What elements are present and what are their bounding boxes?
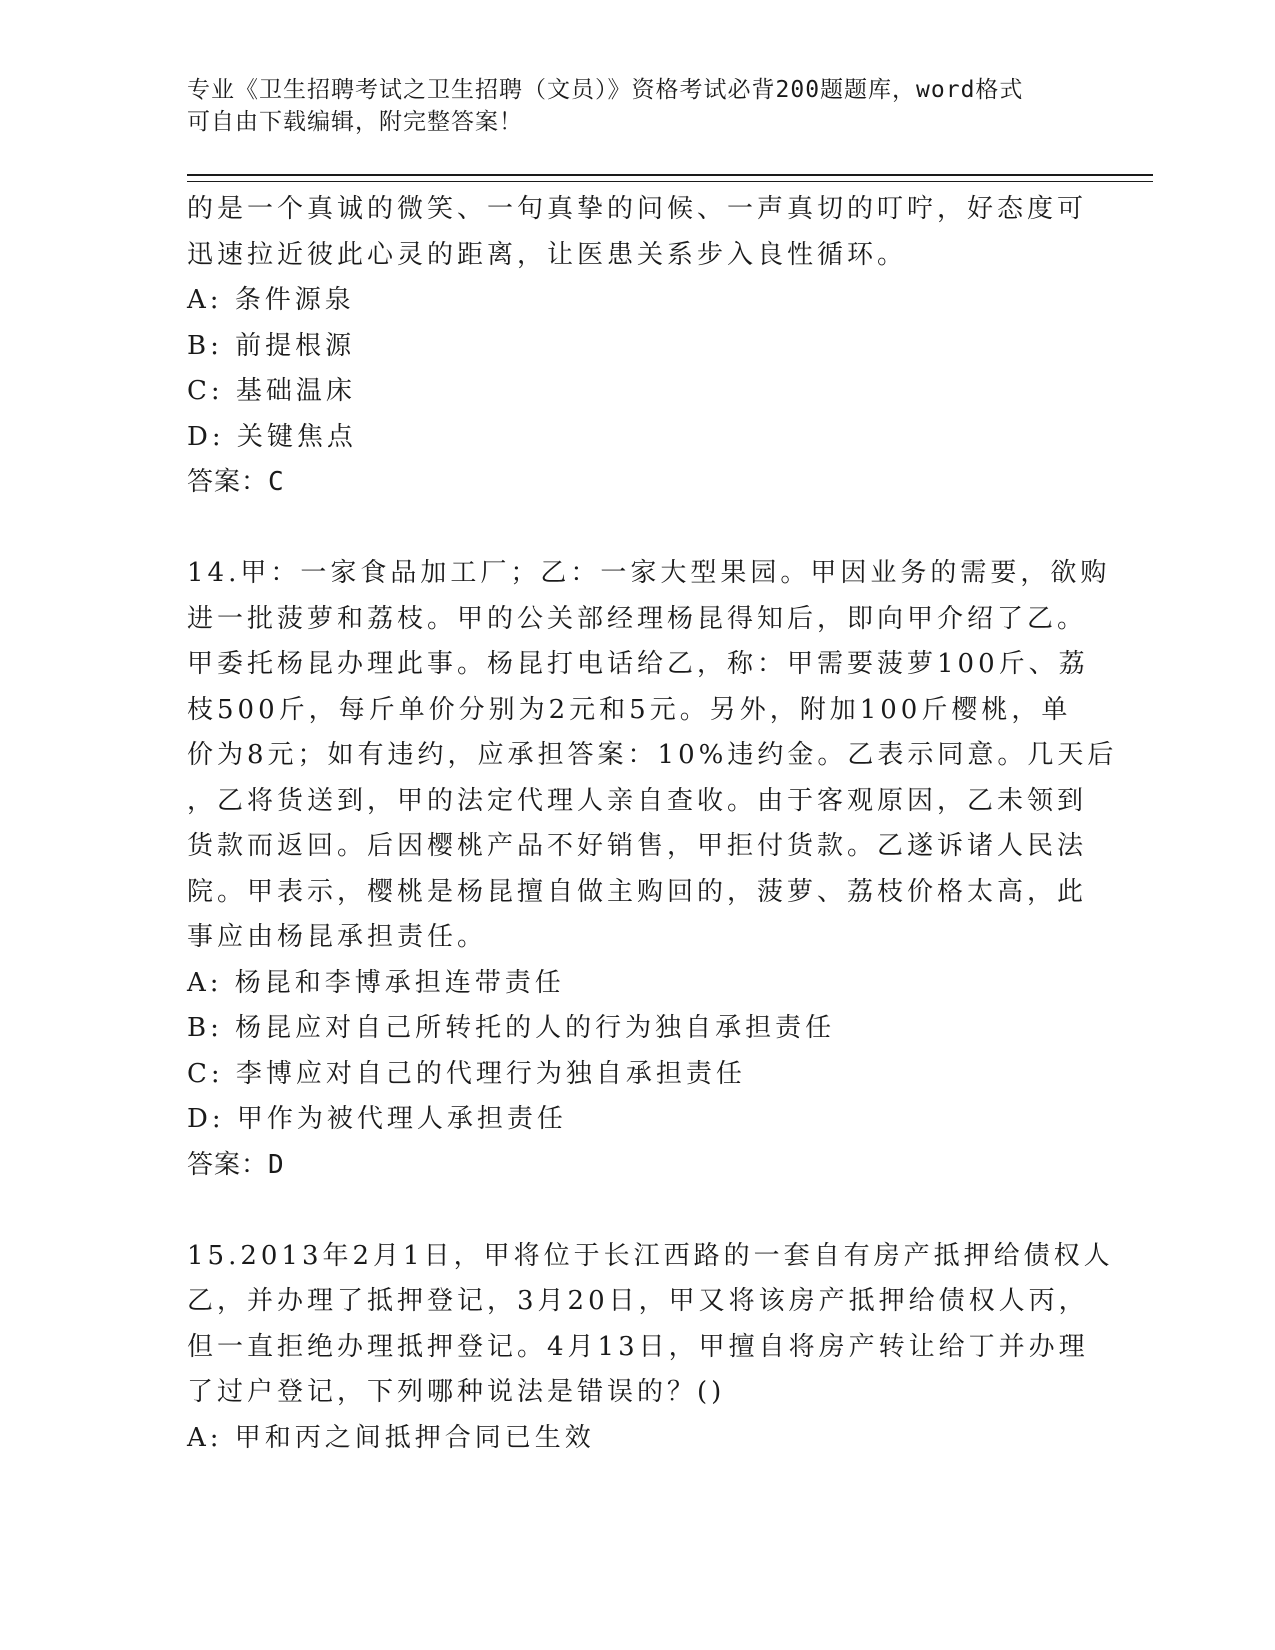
option-c: C: 李博应对自己的代理行为独自承担责任: [187, 1058, 746, 1089]
question-13: [187, 187, 1087, 506]
option-b: B: 杨昆应对自己所转托的人的行为独自承担责任: [187, 1013, 836, 1043]
question-15: [187, 1234, 1114, 1462]
question-stem-line: 枝500斤，每斤单价分别为2元和5元。另外，附加100斤樱桃，单: [187, 694, 1072, 725]
question-stem-line: 甲委托杨昆办理此事。杨昆打电话给乙，称：甲需要菠萝100斤、荔: [187, 649, 1089, 679]
option-a: A: 杨昆和李博承担连带责任: [187, 967, 565, 998]
question-stem-line: 15.2013年2月1日，甲将位于长江西路的一套自有房产抵押给债权人: [187, 1240, 1114, 1271]
option-a: A: 甲和丙之间抵押合同已生效: [187, 1422, 595, 1453]
document-header: [187, 74, 1087, 138]
question-stem-line: 价为8元；如有违约，应承担答案：10%违约金。乙表示同意。几天后: [187, 740, 1118, 770]
answer-label: 答案：C: [187, 467, 285, 497]
question-stem-line: 院。甲表示，樱桃是杨昆擅自做主购回的，菠萝、荔枝价格太高，此: [187, 876, 1088, 907]
question-stem-line: 事应由杨昆承担责任。: [187, 922, 488, 952]
answer-label: 答案：D: [187, 1149, 285, 1180]
header-divider-thin: [187, 181, 1153, 182]
question-stem-line: 乙，并办理了抵押登记，3月20日，甲又将该房产抵押给债权人丙，: [187, 1286, 1089, 1316]
question-stem-line: 但一直拒绝办理抵押登记。4月13日，甲擅自将房产转让给丁并办理: [187, 1331, 1089, 1362]
spacer: [187, 1188, 1087, 1234]
option-d: D: 甲作为被代理人承担责任: [187, 1104, 567, 1134]
spacer: [187, 506, 1087, 552]
document-body: [187, 187, 1118, 1461]
question-stem-line: 迅速拉近彼此心灵的距离，让医患关系步入良性循环。: [187, 239, 908, 270]
question-stem-line: 进一批菠萝和荔枝。甲的公关部经理杨昆得知后，即向甲介绍了乙。: [187, 603, 1088, 634]
option-c: C: 基础温床: [187, 376, 356, 406]
option-d: D: 关键焦点: [187, 421, 357, 452]
header-title-line-1: 专业《卫生招聘考试之卫生招聘（文员）》资格考试必背200题题库，word格式: [187, 77, 1024, 103]
header-divider-thick: [187, 174, 1153, 176]
question-stem-line: ，乙将货送到，甲的法定代理人亲自查收。由于客观原因，乙未领到: [187, 785, 1088, 816]
question-stem-line: 的是一个真诚的微笑、一句真挚的问候、一声真切的叮咛，好态度可: [187, 194, 1088, 224]
question-14: [187, 551, 1118, 1188]
question-stem-line: 14.甲：一家食品加工厂；乙：一家大型果园。甲因业务的需要，欲购: [187, 558, 1111, 588]
option-a: A: 条件源泉: [187, 285, 355, 315]
question-stem-line: 了过户登记，下列哪种说法是错误的？(): [187, 1377, 726, 1407]
option-b: B: 前提根源: [187, 330, 356, 361]
header-title-line-2: 可自由下载编辑，附完整答案！: [187, 109, 523, 135]
question-stem-line: 货款而返回。后因樱桃产品不好销售，甲拒付货款。乙遂诉诸人民法: [187, 831, 1088, 861]
